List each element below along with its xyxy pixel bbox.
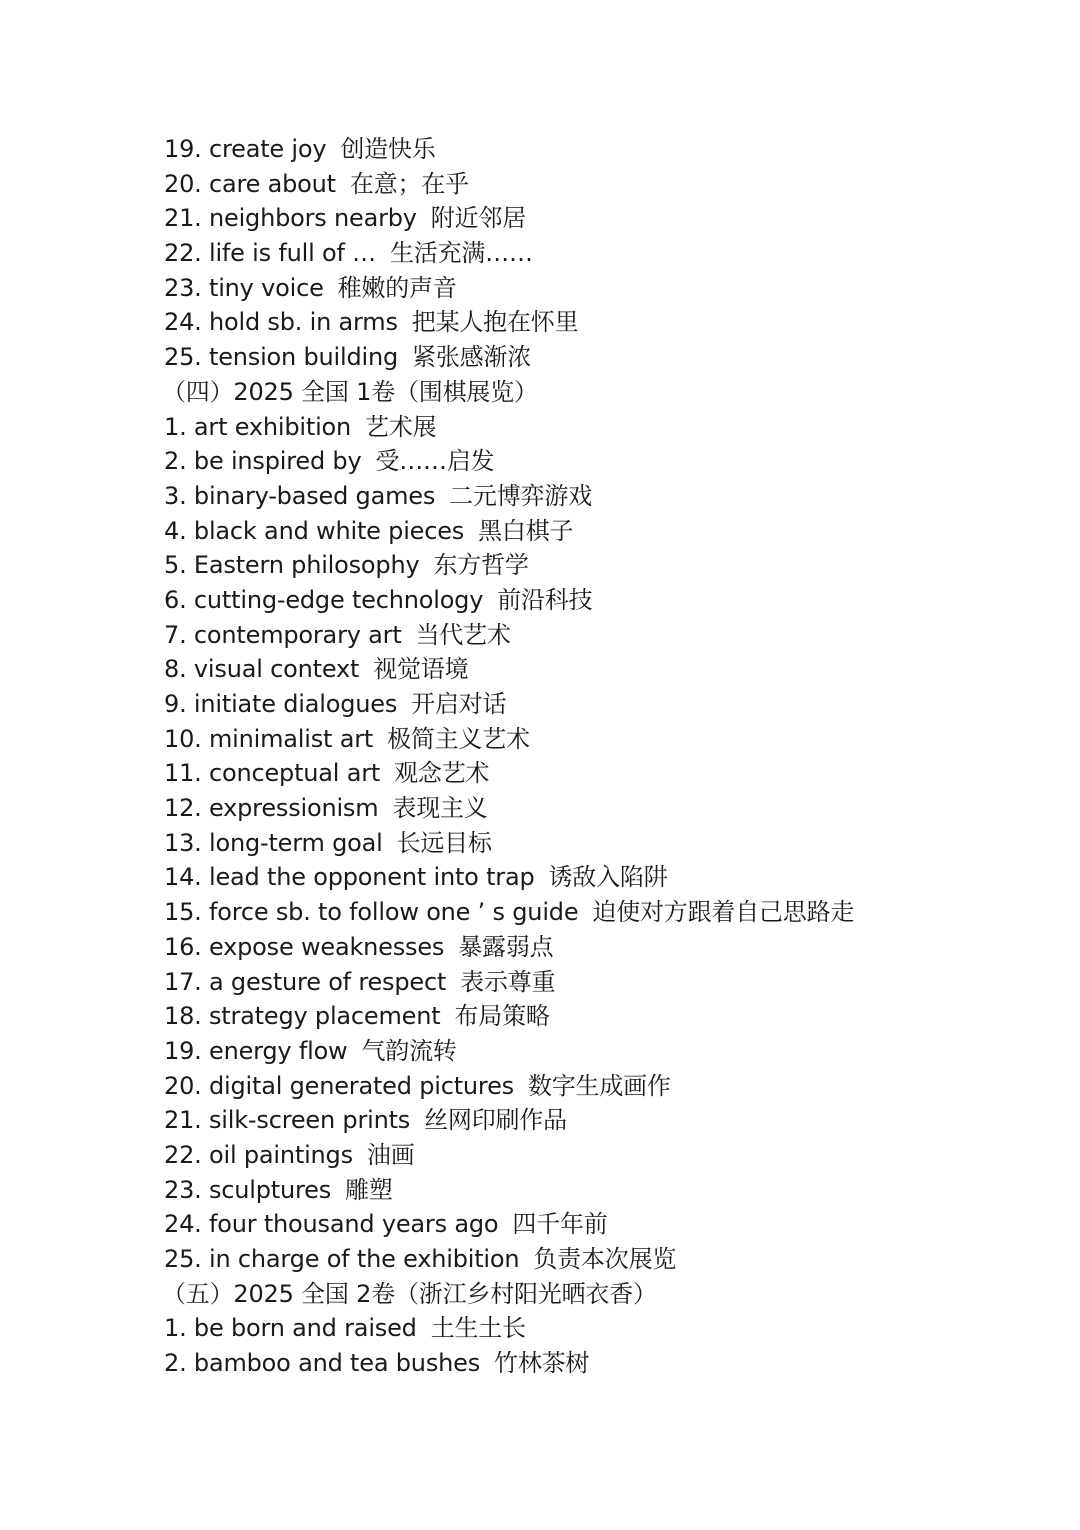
english-phrase: 8. visual context [164,655,360,684]
chinese-meaning: 表现主义 [392,794,488,823]
english-phrase: 4. black and white pieces [164,516,465,545]
english-phrase: 21. neighbors nearby [164,204,417,233]
vocab-item [164,201,1044,236]
chinese-meaning: 雕塑 [345,1175,393,1204]
vocab-item [164,132,1044,167]
chinese-meaning: 当代艺术 [415,620,511,649]
chinese-meaning: 诱敌入陷阱 [548,863,668,892]
english-phrase: 9. initiate dialogues [164,690,398,718]
english-phrase: 17. a gesture of respect [164,967,447,996]
english-phrase: 10. minimalist art [164,724,374,753]
chinese-meaning: 稚嫩的声音 [337,273,457,302]
vocab-item [164,1207,1044,1242]
chinese-meaning: 迫使对方跟着自己思路走 [592,898,855,927]
english-phrase: 22. oil paintings [164,1140,353,1169]
chinese-meaning: 四千年前 [512,1210,608,1239]
english-phrase: 1. be born and raised [164,1314,417,1343]
chinese-meaning: 观念艺术 [394,759,490,788]
chinese-meaning: 油画 [366,1140,415,1169]
chinese-meaning: 长远目标 [396,828,492,857]
vocabulary-list [164,132,1044,1381]
english-phrase: 15. force sb. to follow one ’ s guide [164,898,579,927]
vocab-item [164,236,1044,271]
vocab-item [164,583,1044,618]
section-heading: （四）2025 全国 1卷（围棋展览） [162,377,538,406]
chinese-meaning: 气韵流转 [361,1036,457,1065]
vocab-item [164,271,1044,306]
chinese-meaning: 视觉语境 [373,655,469,684]
english-phrase: 20. digital generated pictures [164,1071,514,1100]
chinese-meaning: 前沿科技 [497,585,593,614]
vocab-item [164,1103,1044,1138]
vocab-item [164,305,1044,340]
english-phrase: 2. be inspired by [164,447,362,476]
vocab-item [164,410,1044,445]
chinese-meaning: 紧张感渐浓 [412,343,532,372]
english-phrase: 12. expressionism [164,794,379,823]
chinese-meaning: 布局策略 [454,1002,550,1031]
chinese-meaning: 丝网印刷作品 [424,1106,567,1135]
vocab-item [164,791,1044,826]
chinese-meaning: 受……启发 [375,447,495,476]
english-phrase: 16. expose weaknesses [164,932,445,961]
chinese-meaning: 开启对话 [411,690,507,718]
chinese-meaning: 在意；在乎 [349,169,469,198]
vocab-item [164,340,1044,375]
english-phrase: 24. hold sb. in arms [164,308,398,337]
english-phrase: 19. create joy [164,135,327,163]
english-phrase: 14. lead the opponent into trap [164,863,535,892]
section-heading: （五）2025 全国 2卷（浙江乡村阳光晒衣香） [162,1279,657,1308]
english-phrase: 5. Eastern philosophy [164,551,420,580]
vocab-item [164,930,1044,965]
english-phrase: 2. bamboo and tea bushes [164,1349,481,1378]
english-phrase: 13. long-term goal [164,828,383,857]
vocab-item [164,652,1044,687]
vocab-item [164,756,1044,791]
vocab-item [164,444,1044,479]
english-phrase: 6. cutting-edge technology [164,585,484,614]
vocab-item [164,895,1044,930]
vocab-item [164,1138,1044,1173]
vocab-item [164,860,1044,895]
vocab-item [164,1173,1044,1208]
chinese-meaning: 数字生成画作 [527,1071,671,1100]
vocab-item [164,479,1044,514]
chinese-meaning: 黑白棋子 [478,516,574,545]
english-phrase: 23. sculptures [164,1175,332,1204]
chinese-meaning: 暴露弱点 [458,932,554,961]
chinese-meaning: 负责本次展览 [533,1245,677,1273]
english-phrase: 3. binary-based games [164,481,436,510]
english-phrase: 25. tension building [164,343,399,372]
english-phrase: 22. life is full of … [164,239,376,268]
vocab-item [164,167,1044,202]
chinese-meaning: 附近邻居 [430,204,526,233]
vocab-item [164,722,1044,757]
chinese-meaning: 艺术展 [365,412,437,441]
vocab-item [164,687,1044,722]
vocab-item [164,965,1044,1000]
english-phrase: 7. contemporary art [164,620,402,649]
english-phrase: 24. four thousand years ago [164,1210,499,1239]
chinese-meaning: 土生土长 [430,1314,526,1343]
vocab-item [164,1242,1044,1277]
vocab-item [164,618,1044,653]
english-phrase: 19. energy flow [164,1036,348,1065]
chinese-meaning: 创造快乐 [340,135,436,163]
chinese-meaning: 东方哲学 [433,551,529,580]
chinese-meaning: 二元博弈游戏 [449,481,592,510]
english-phrase: 20. care about [164,169,336,198]
vocab-item [164,826,1044,861]
english-phrase: 18. strategy placement [164,1002,441,1031]
english-phrase: 25. in charge of the exhibition [164,1245,520,1273]
vocab-item [164,1069,1044,1104]
chinese-meaning: 生活充满…… [389,239,533,268]
chinese-meaning: 表示尊重 [460,967,556,996]
chinese-meaning: 极简主义艺术 [387,724,530,753]
vocab-item [164,999,1044,1034]
english-phrase: 1. art exhibition [164,412,352,441]
chinese-meaning: 把某人抱在怀里 [411,308,579,337]
vocab-item [164,548,1044,583]
english-phrase: 11. conceptual art [164,759,381,788]
vocab-item [164,1311,1044,1346]
vocab-item [164,1346,1044,1381]
english-phrase: 21. silk-screen prints [164,1106,411,1135]
english-phrase: 23. tiny voice [164,273,324,302]
chinese-meaning: 竹林茶树 [494,1349,590,1378]
vocab-item [164,514,1044,549]
vocab-item [164,1034,1044,1069]
